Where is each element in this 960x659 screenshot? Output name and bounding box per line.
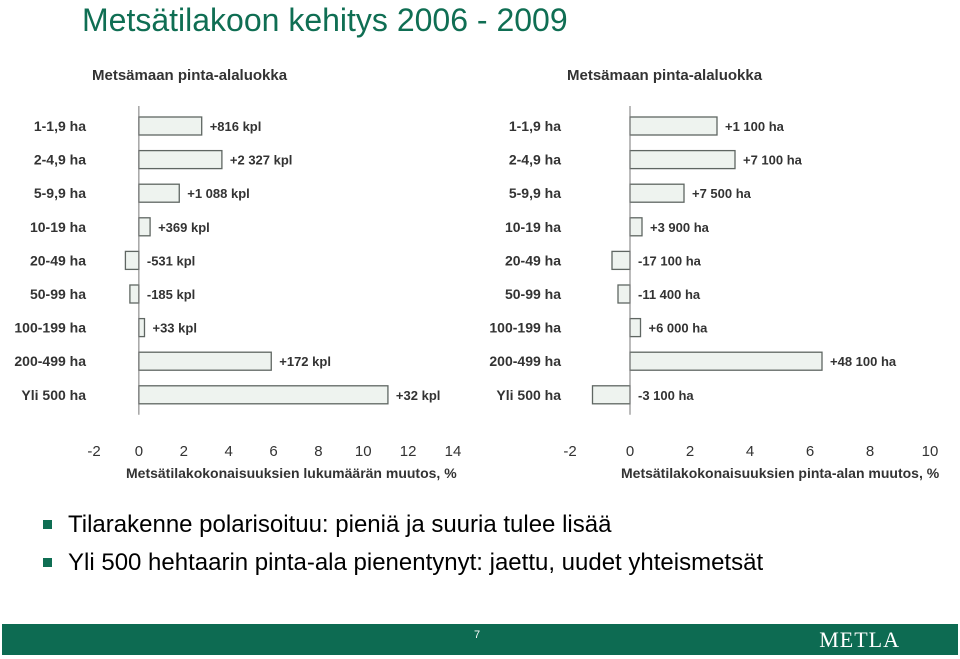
x-tick-label: 10 bbox=[921, 443, 939, 460]
bullet-item bbox=[40, 544, 763, 582]
x-tick-label: 4 bbox=[224, 443, 233, 460]
bar bbox=[630, 218, 642, 236]
bar bbox=[139, 319, 145, 337]
bar bbox=[630, 319, 641, 337]
x-tick-label: 0 bbox=[134, 443, 144, 460]
bullet-list bbox=[40, 506, 763, 582]
x-tick-label: 8 bbox=[865, 443, 875, 460]
data-label: -17 100 ha bbox=[638, 253, 701, 269]
data-label: +2 327 kpl bbox=[229, 152, 293, 168]
x-tick-label: 6 bbox=[269, 443, 278, 460]
x-tick-label: -2 bbox=[87, 443, 101, 460]
bar bbox=[593, 386, 631, 404]
data-label: -3 100 ha bbox=[638, 387, 694, 403]
bar bbox=[139, 352, 271, 370]
category-label: 100-199 ha bbox=[14, 319, 86, 336]
data-label: +48 100 ha bbox=[830, 354, 897, 370]
bar bbox=[139, 386, 388, 404]
chart-lukumaara bbox=[0, 58, 480, 490]
category-label: 2-4,9 ha bbox=[33, 151, 86, 168]
category-label: 20-49 ha bbox=[504, 252, 561, 269]
category-label: 10-19 ha bbox=[504, 218, 561, 235]
category-label: 100-199 ha bbox=[489, 319, 561, 336]
category-label: 50-99 ha bbox=[29, 286, 86, 302]
data-label: +6 000 ha bbox=[648, 320, 708, 336]
metla-logo: METLA bbox=[819, 627, 900, 652]
category-label: 50-99 ha bbox=[504, 286, 561, 302]
data-label: +3 900 ha bbox=[650, 219, 709, 235]
bar bbox=[630, 352, 822, 370]
x-tick-label: 14 bbox=[444, 443, 462, 460]
data-label: +1 088 kpl bbox=[187, 186, 250, 202]
x-axis-label: Metsätilakokonaisuuksien pinta-alan muutos, % bbox=[621, 465, 940, 481]
bar bbox=[630, 151, 735, 169]
bar bbox=[130, 285, 139, 303]
data-label: -11 400 ha bbox=[638, 287, 701, 302]
category-label: 5-9,9 ha bbox=[508, 185, 561, 202]
bar bbox=[125, 251, 138, 269]
data-label: +7 500 ha bbox=[692, 186, 751, 202]
bullet-text: Yli 500 hehtaarin pinta-ala pienentynyt: jaettu, uudet yhteismetsät bbox=[68, 549, 764, 576]
data-label: +1 100 ha bbox=[725, 119, 784, 134]
chart-pinta-ala bbox=[480, 58, 960, 490]
bar bbox=[139, 184, 179, 202]
bar bbox=[630, 184, 684, 202]
bar bbox=[612, 251, 630, 269]
data-label: -185 kpl bbox=[146, 287, 196, 302]
x-tick-label: 4 bbox=[745, 443, 755, 460]
page-number: 7 bbox=[474, 629, 481, 641]
x-axis-label: Metsätilakokonaisuuksien lukumäärän muutos, % bbox=[126, 465, 457, 481]
category-label: 2-4,9 ha bbox=[508, 151, 561, 168]
square-bullet-icon bbox=[43, 558, 52, 567]
category-label: 1-1,9 ha bbox=[33, 118, 86, 134]
footer-bar bbox=[2, 624, 958, 655]
data-label: +33 kpl bbox=[152, 320, 197, 336]
x-tick-label: 8 bbox=[314, 443, 323, 460]
bar bbox=[618, 285, 630, 303]
bar bbox=[139, 218, 150, 236]
x-tick-label: 2 bbox=[179, 443, 188, 460]
x-tick-label: 10 bbox=[354, 443, 372, 460]
bar bbox=[139, 117, 202, 135]
data-label: +32 kpl bbox=[395, 387, 441, 403]
category-label: Yli 500 ha bbox=[496, 386, 561, 403]
data-label: -531 kpl bbox=[146, 253, 196, 269]
x-tick-label: 12 bbox=[399, 443, 417, 460]
chart-title: Metsämaan pinta-alaluokka bbox=[92, 67, 288, 84]
data-label: +172 kpl bbox=[279, 354, 331, 370]
x-tick-label: 0 bbox=[625, 443, 635, 460]
category-label: 20-49 ha bbox=[29, 252, 86, 269]
square-bullet-icon bbox=[43, 520, 52, 529]
data-label: +369 kpl bbox=[158, 219, 210, 235]
bar bbox=[630, 117, 717, 135]
category-label: 1-1,9 ha bbox=[508, 118, 561, 134]
x-tick-label: 6 bbox=[805, 443, 815, 460]
chart-title: Metsämaan pinta-alaluokka bbox=[567, 67, 763, 84]
category-label: 200-499 ha bbox=[489, 353, 561, 370]
category-label: 5-9,9 ha bbox=[33, 185, 86, 202]
data-label: +7 100 ha bbox=[743, 152, 802, 168]
bullet-item bbox=[40, 506, 763, 544]
category-label: Yli 500 ha bbox=[21, 386, 86, 403]
category-label: 200-499 ha bbox=[14, 353, 86, 370]
slide-title: Metsätilakoon kehitys 2006 - 2009 bbox=[82, 2, 568, 38]
x-tick-label: -2 bbox=[563, 443, 577, 460]
bullet-text: Tilarakenne polarisoituu: pieniä ja suuria tulee lisää bbox=[68, 511, 612, 538]
x-tick-label: 2 bbox=[685, 443, 695, 460]
category-label: 10-19 ha bbox=[29, 218, 86, 235]
data-label: +816 kpl bbox=[209, 119, 262, 134]
bar bbox=[139, 151, 222, 169]
